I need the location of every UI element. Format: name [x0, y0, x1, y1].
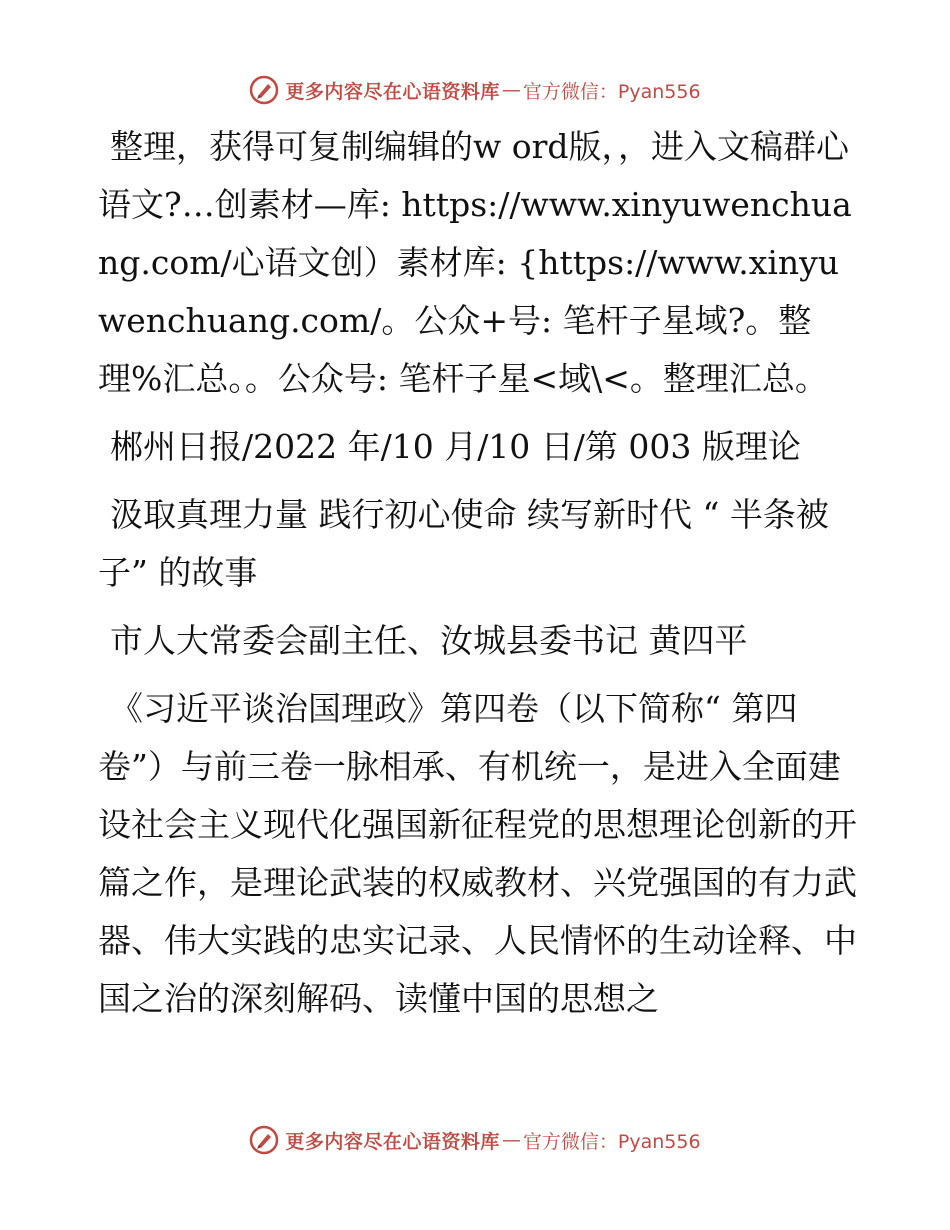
- intro-paragraph: 整理，获得可复制编辑的w ord版，，进入文稿群心语文?…创素材—库: https://www.xinyuwenchuang.com/心语文创）素材库: {https://www.xinyuwenchuang.com/。公众+号: 笔杆子星域?。整理%汇总。。公众号: 笔杆子星<域\<。整理汇总。: [98, 127, 852, 398]
- author-line: 市人大常委会副主任、汝城县委书记 黄四平: [110, 621, 748, 660]
- source-line: 郴州日报/2022 年/10 月/10 日/第 003 版理论: [110, 427, 801, 466]
- banner-wechat-text: 官方微信：Pyan556: [522, 1130, 701, 1153]
- header-watermark-banner: [0, 70, 950, 110]
- footer-watermark-banner: [0, 1120, 950, 1160]
- banner-promo-text: 更多内容尽在心语资料库: [285, 80, 500, 103]
- article-title: 汲取真理力量 践行初心使命 续写新时代 “ 半条被子” 的故事: [98, 495, 829, 592]
- banner-dash: —: [501, 1129, 521, 1151]
- pen-seal-logo-icon: [249, 1125, 279, 1155]
- banner-wechat-text: 官方微信：Pyan556: [522, 80, 701, 103]
- body-paragraph: 《习近平谈治国理政》第四卷（以下简称“ 第四卷”）与前三卷一脉相承、有机统一，是进入全面建设社会主义现代化强国新征程党的思想理论创新的开篇之作，是理论武装的权威教材、兴党强国的有力武器、伟大实践的忠实记录、人民情怀的生动诠释、中国之治的深刻解码、读懂中国的思想之: [98, 689, 857, 1018]
- document-body: [98, 118, 858, 1028]
- banner-promo-text: 更多内容尽在心语资料库: [285, 1130, 500, 1153]
- banner-dash: —: [501, 79, 521, 101]
- pen-seal-logo-icon: [249, 75, 279, 105]
